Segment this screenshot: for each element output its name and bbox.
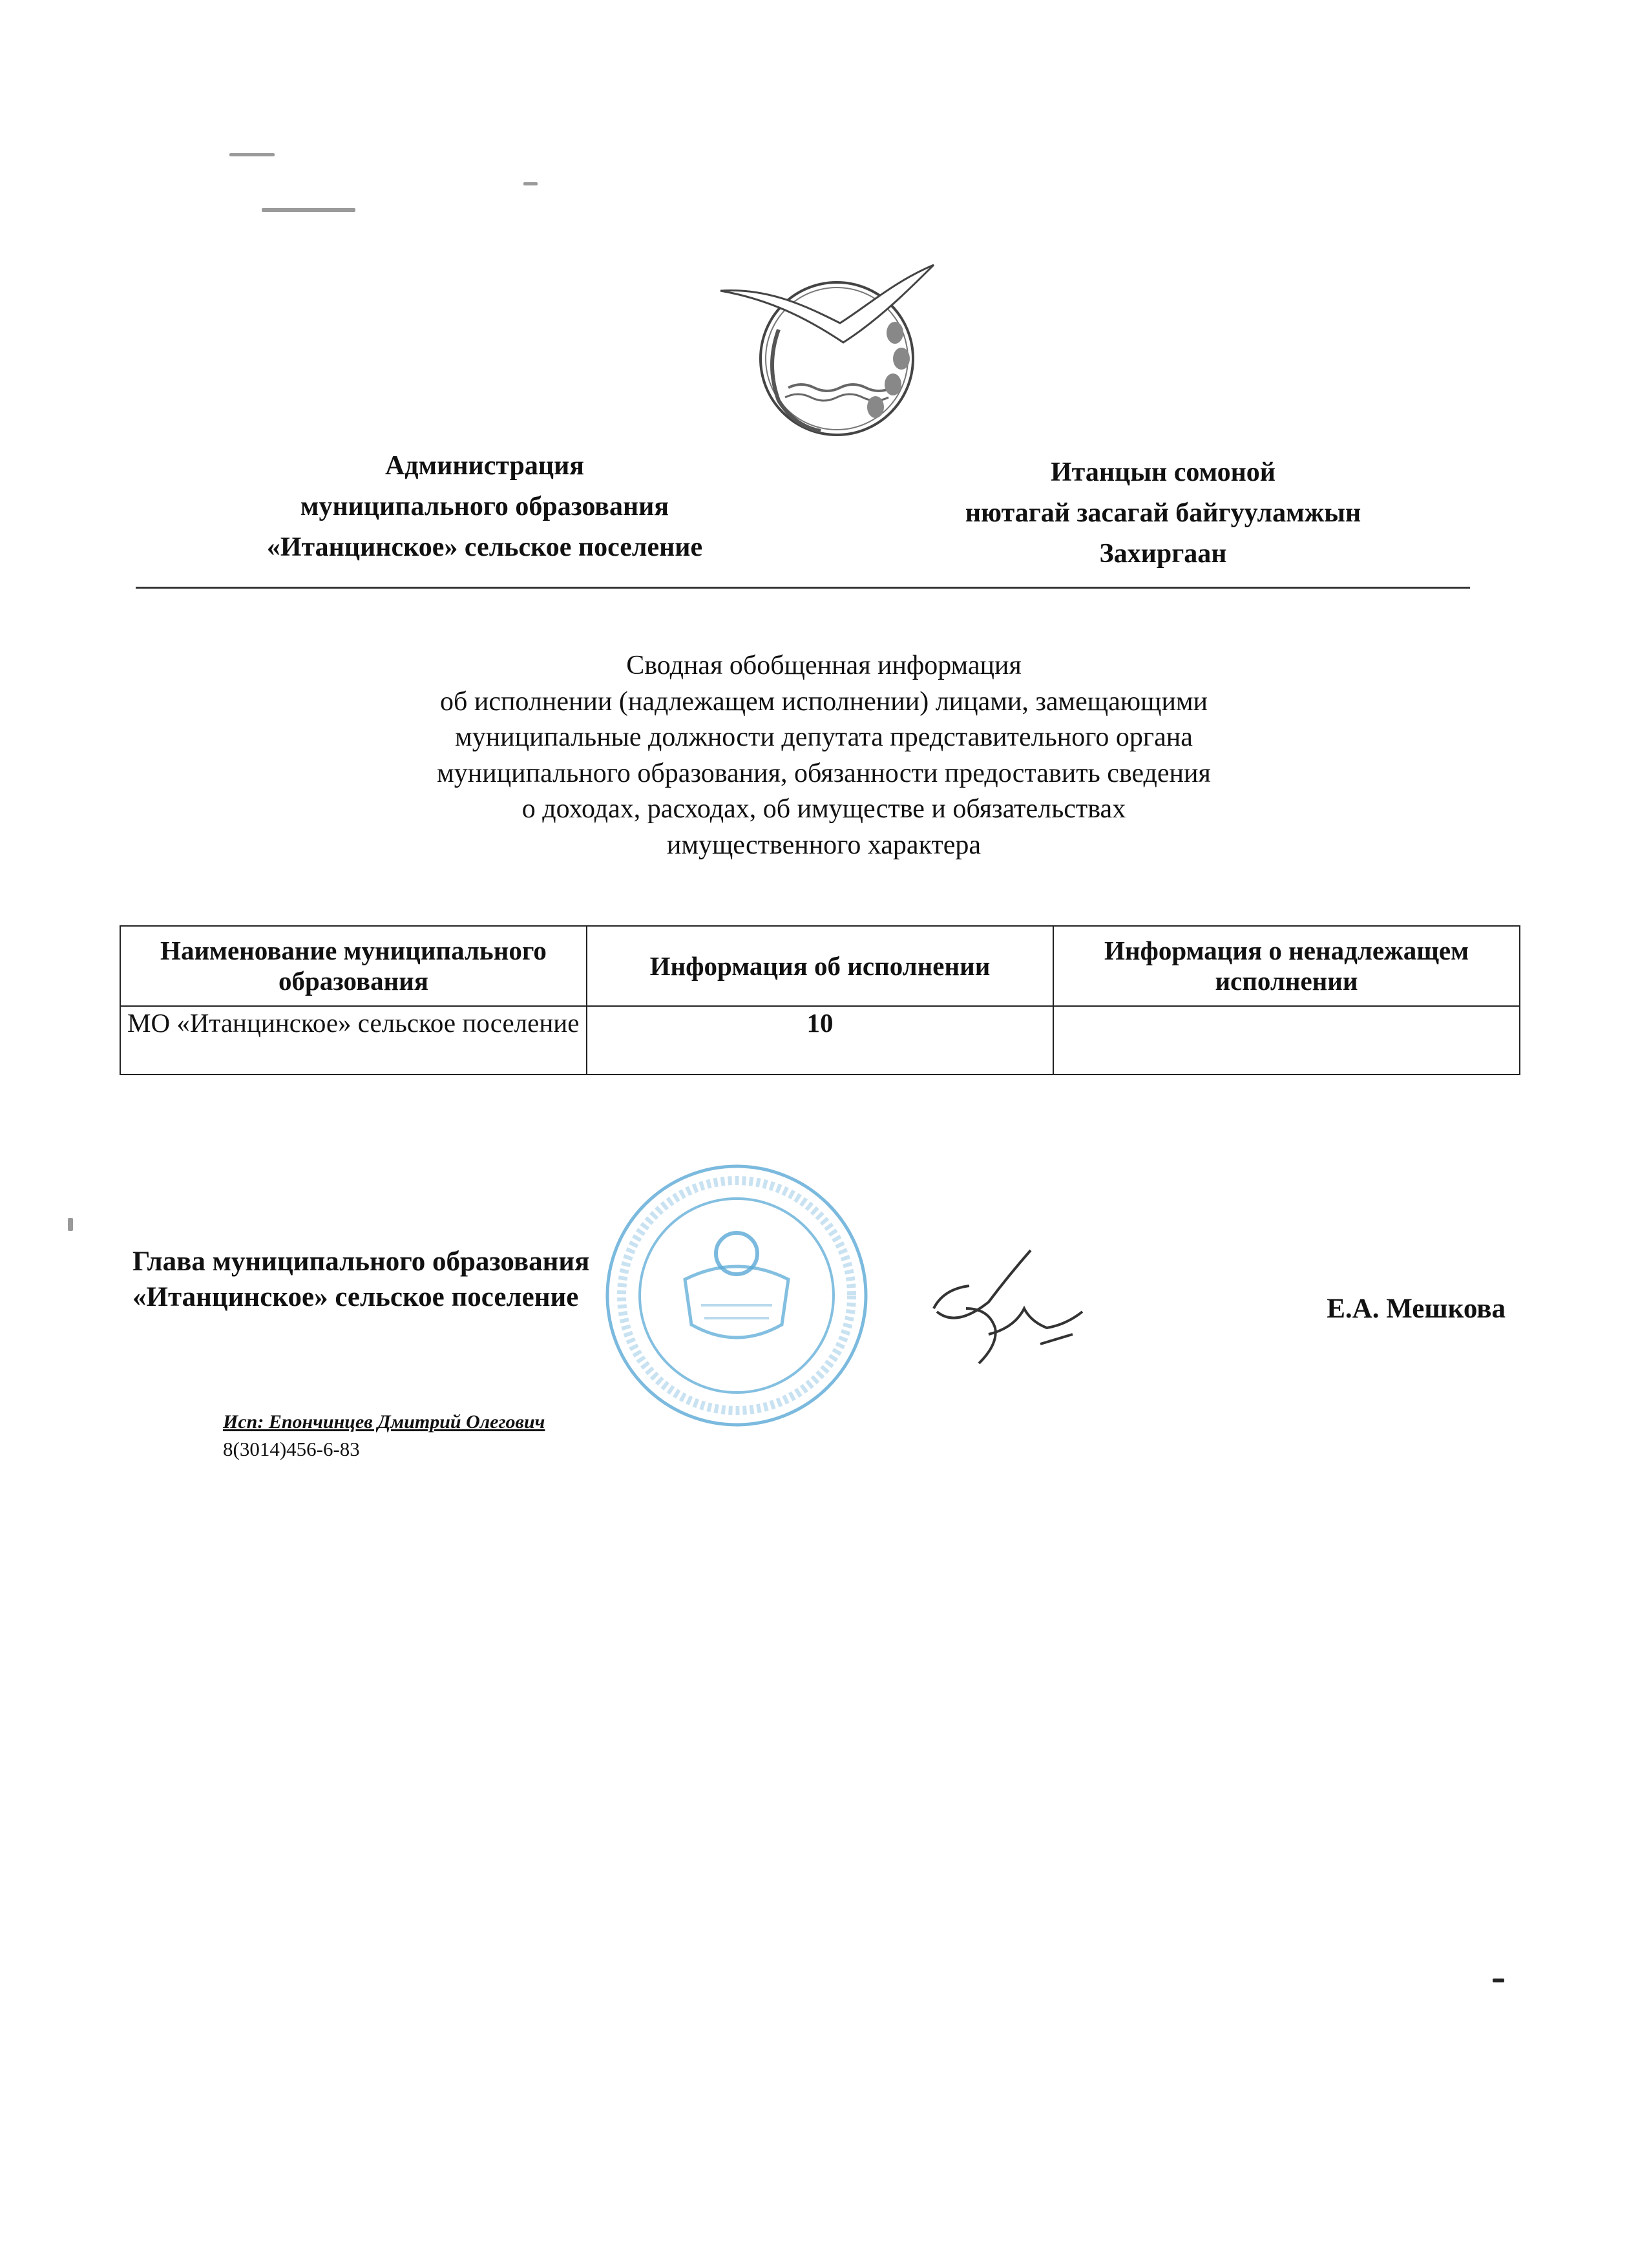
header-divider <box>136 587 1470 589</box>
table-cell-nonperformance <box>1053 1006 1520 1075</box>
table-header-cell: Информация о ненадлежащем исполнении <box>1053 926 1520 1006</box>
header-left-line: Администрация <box>384 451 585 481</box>
executor-phone: 8(3014)456-6-83 <box>223 1438 360 1460</box>
header-left-line: «Итанцинское» сельское поселение <box>266 532 703 562</box>
title-line: муниципальные должности депутата представительного органа <box>455 722 1193 752</box>
title-line: муниципального образования, обязанности предоставить сведения <box>437 758 1211 788</box>
handwritten-signature-icon <box>918 1231 1098 1380</box>
position-line: Глава муниципального образования <box>132 1246 590 1277</box>
table-header-cell: Информация об исполнении <box>587 926 1053 1006</box>
table-header-cell: Наименование муниципального образования <box>120 926 587 1006</box>
table-cell-performance: 10 <box>587 1006 1053 1075</box>
header-right-line: Итанцын сомоной <box>1051 457 1276 487</box>
executor-label: Исп: Епончинцев Дмитрий Олегович <box>223 1411 545 1433</box>
signatory-position <box>132 1244 779 1315</box>
title-line: об исполнении (надлежащем исполнении) лицами, замещающими <box>439 686 1208 717</box>
document-title <box>258 648 1389 863</box>
header-left <box>194 446 775 568</box>
header-left-line: муниципального образования <box>300 492 669 521</box>
scan-mark <box>68 1218 73 1231</box>
scan-mark <box>523 182 538 185</box>
title-line: о доходах, расходах, об имуществе и обязательствах <box>521 794 1126 824</box>
table-header-row <box>120 926 1520 1006</box>
table-row <box>120 1006 1520 1075</box>
title-line: имущественного характера <box>666 830 982 860</box>
title-line: Сводная обобщенная информация <box>626 651 1022 680</box>
header-right-line: Захиргаан <box>1099 539 1227 569</box>
table-cell-municipality: МО «Итанцинское» сельское поселение <box>120 1006 587 1075</box>
municipal-emblem-icon <box>717 262 956 446</box>
scan-mark <box>1493 1979 1504 1982</box>
signatory-name: Е.А. Мешкова <box>1327 1294 1506 1324</box>
header-right <box>872 452 1454 574</box>
info-table <box>120 925 1520 1075</box>
header-right-line: нютагай засагай байгууламжын <box>965 498 1361 528</box>
position-line: «Итанцинское» сельское поселение <box>132 1282 579 1312</box>
scan-mark <box>262 208 355 212</box>
scan-mark <box>229 153 275 156</box>
